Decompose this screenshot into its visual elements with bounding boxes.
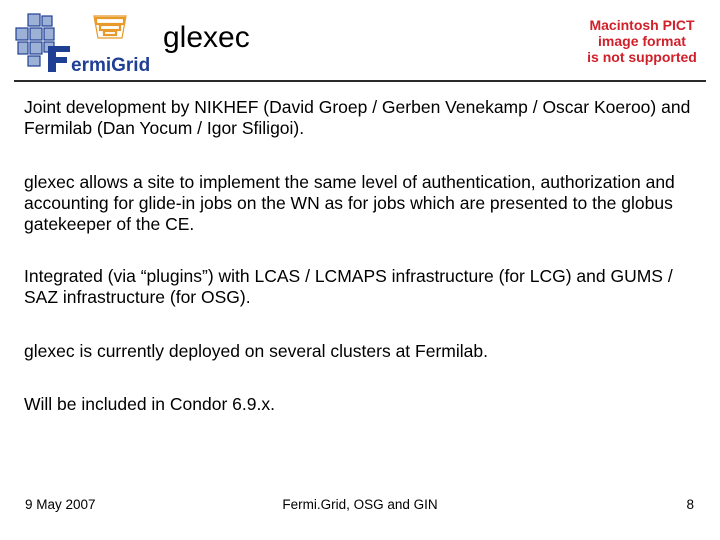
bullet-paragraph: Joint development by NIKHEF (David Groep / Gerben Venekamp / Oscar Koeroo) and Fermilab (Dan Yocum / Igor Sfiligoi). bbox=[24, 97, 691, 138]
footer-date: 9 May 2007 bbox=[25, 497, 96, 512]
pict-placeholder bbox=[574, 17, 710, 65]
pict-line: Macintosh PICT bbox=[589, 17, 695, 33]
pict-line: image format bbox=[598, 33, 686, 49]
title-divider bbox=[14, 80, 706, 82]
bullet-paragraph: glexec is currently deployed on several clusters at Fermilab. bbox=[24, 341, 488, 361]
fermigrid-logo bbox=[14, 12, 152, 74]
logo-text: ermiGrid bbox=[71, 55, 151, 74]
bullet-paragraph: Will be included in Condor 6.9.x. bbox=[24, 394, 275, 414]
slide-title: glexec bbox=[163, 21, 250, 54]
footer-title: Fermi.Grid, OSG and GIN bbox=[282, 497, 438, 512]
pict-line: is not supported bbox=[587, 49, 697, 65]
bullet-paragraph: glexec allows a site to implement the same level of authentication, authorization and accounting for glide-in jobs on the WN as for jobs which are presented to the globus gatekeeper of the CE. bbox=[24, 172, 675, 234]
page-number: 8 bbox=[686, 497, 694, 512]
bullet-paragraph: Integrated (via “plugins”) with LCAS / LCMAPS infrastructure (for LCG) and GUMS / SAZ infrastructure (for OSG). bbox=[24, 266, 673, 307]
